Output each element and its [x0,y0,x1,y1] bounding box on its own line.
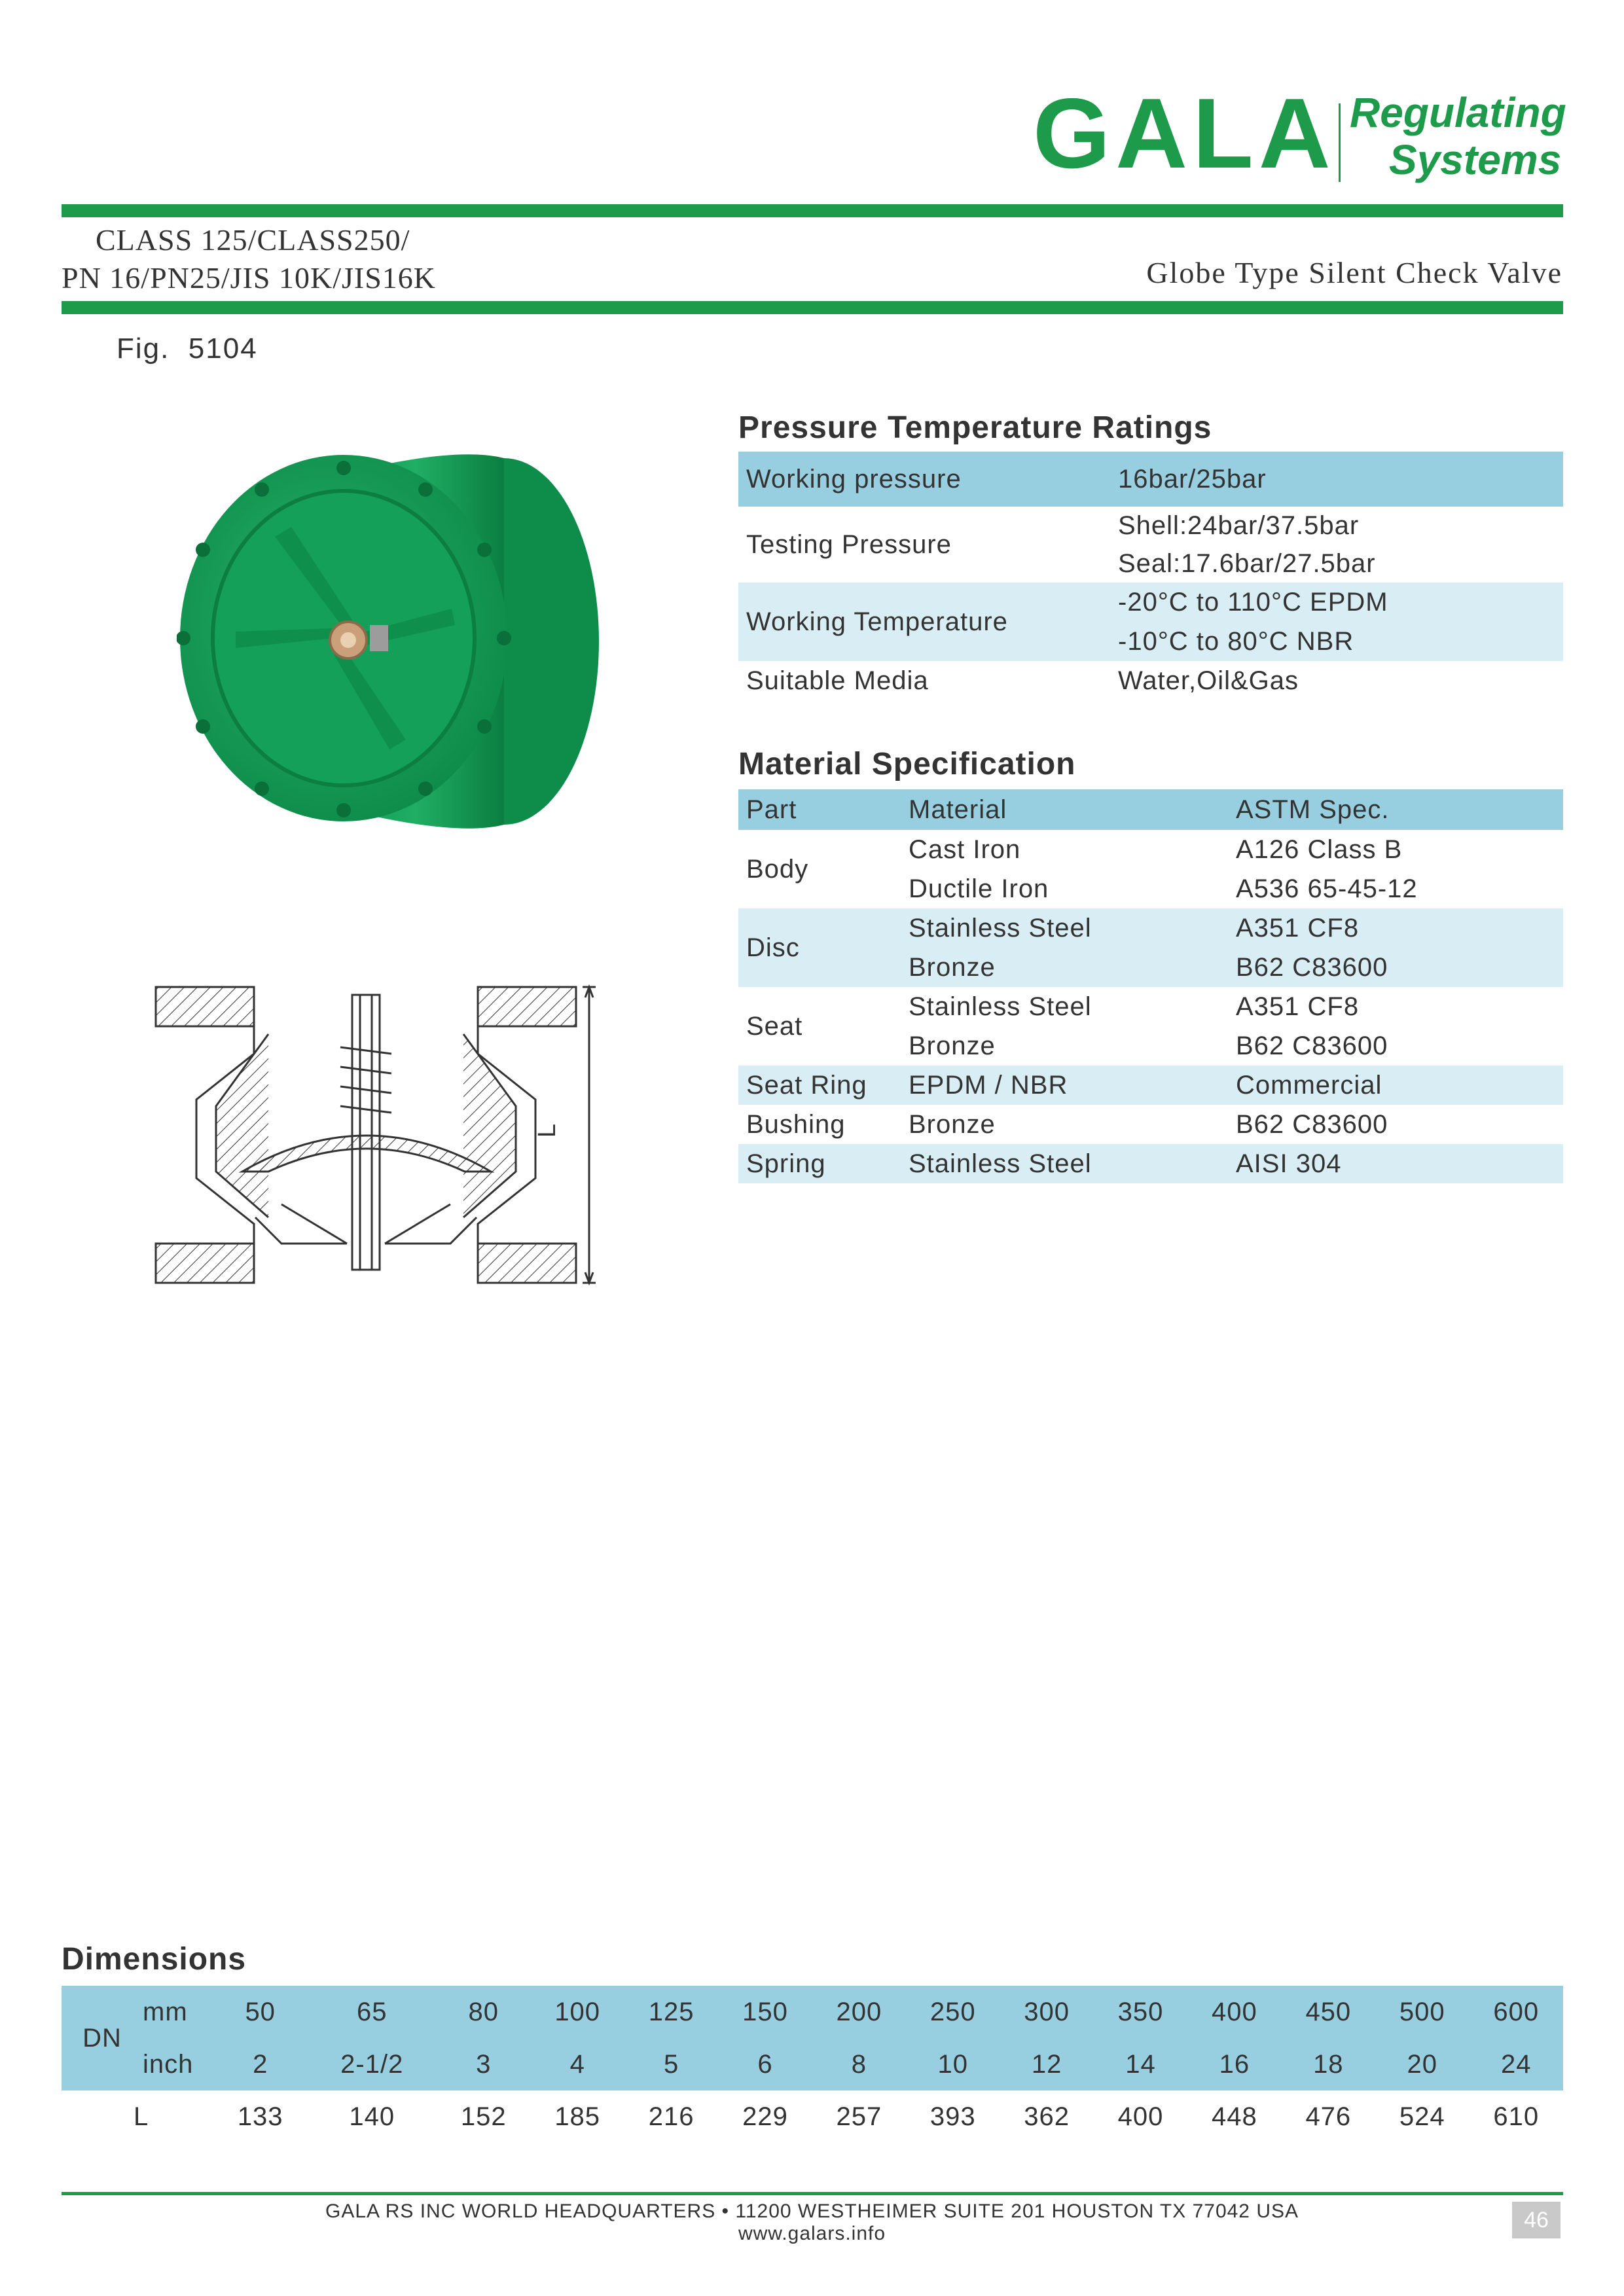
dim-cell: 6 [757,2049,773,2079]
dim-cell: 400 [1212,1997,1257,2026]
footer-website-link[interactable]: www.galars.info [738,2223,886,2244]
dim-cell: 16 [1219,2049,1250,2079]
dim-cell: 185 [554,2102,601,2131]
dim-cell: 2 [253,2049,268,2079]
dim-cell: 2-1/2 [340,2049,404,2079]
table-row [738,1066,1563,1105]
logo-tagline-regulating: Regulating [1350,89,1566,136]
dim-cell: 250 [929,1997,976,2026]
table-header-row [738,789,1563,830]
table-row [738,452,1563,507]
dim-cell: 50 [245,1997,276,2026]
cell-material: Ductile Iron [909,874,1049,903]
cell-part: Body [746,854,809,884]
l-label: L [134,2102,149,2131]
dimensions-section-title: Dimensions [62,1942,247,1977]
dimensions-mm-row [62,1986,1563,2038]
header-astm: ASTM Spec. [1236,795,1390,824]
header-part: Part [746,795,797,824]
dim-cell: 8 [851,2049,867,2079]
cell-material: Stainless Steel [909,992,1092,1021]
table-row [738,1105,1563,1144]
cell-label: Working pressure [746,464,962,493]
cell-spec: A536 65-45-12 [1236,874,1418,903]
dim-cell: 4 [569,2049,585,2079]
dim-cell: 3 [476,2049,492,2079]
dim-cell: 350 [1117,1997,1164,2026]
dim-cell: 18 [1313,2049,1344,2079]
table-row [738,507,1563,545]
figure-number: Fig. 5104 [117,332,258,365]
dim-cell: 133 [237,2102,283,2131]
cell-value: Water,Oil&Gas [1118,666,1299,695]
dim-cell: 80 [468,1997,499,2026]
pressure-section-title: Pressure Temperature Ratings [738,410,1212,445]
footer-rule [62,2192,1563,2195]
brand-logo-wordmark: GALA [1033,78,1336,189]
footer-address: GALA RS INC WORLD HEADQUARTERS • 11200 WESTHEIMER SUITE 201 HOUSTON TX 77042 USA [325,2200,1299,2222]
cell-spec: A126 Class B [1236,834,1403,864]
cell-spec: B62 C83600 [1236,1031,1388,1060]
cell-material: Stainless Steel [909,1149,1092,1178]
cell-value: -20°C to 110°C EPDM [1118,587,1388,617]
dim-cell: 400 [1117,2102,1164,2131]
dim-cell: 216 [648,2102,695,2131]
dim-cell: 600 [1493,1997,1540,2026]
dim-cell: 200 [836,1997,882,2026]
header-material: Material [909,795,1007,824]
table-row [738,583,1563,622]
dim-cell: 12 [1031,2049,1062,2079]
cell-part: Disc [746,933,800,962]
dim-cell: 257 [836,2102,882,2131]
cell-spec: AISI 304 [1236,1149,1342,1178]
valve-cross-section-drawing [151,969,596,1302]
product-title: Globe Type Silent Check Valve [1146,256,1562,289]
material-section-title: Material Specification [738,747,1076,781]
cell-label: Testing Pressure [746,529,952,559]
dim-cell: 152 [460,2102,507,2131]
cell-spec: B62 C83600 [1236,1109,1388,1139]
cell-label: Working Temperature [746,607,1008,636]
cell-material: EPDM / NBR [909,1070,1068,1100]
table-row [738,987,1563,1026]
cell-spec: A351 CF8 [1236,992,1360,1021]
cell-value: 16bar/25bar [1118,464,1267,493]
cell-part: Seat [746,1011,803,1041]
dim-cell: 14 [1125,2049,1156,2079]
cell-value: Seal:17.6bar/27.5bar [1118,548,1376,578]
dim-cell: 10 [937,2049,968,2079]
cell-material: Bronze [909,1109,996,1139]
dim-cell: 5 [663,2049,679,2079]
dn-label: DN [82,2023,122,2053]
dim-cell: 100 [554,1997,601,2026]
table-row [738,830,1563,869]
page-number: 46 [1512,2202,1561,2238]
dim-cell: 610 [1493,2102,1540,2131]
cell-label: Suitable Media [746,666,929,695]
dim-cell: 476 [1305,2102,1352,2131]
table-row [738,1144,1563,1183]
cell-material: Cast Iron [909,834,1021,864]
cell-material: Stainless Steel [909,913,1092,942]
logo-divider [1339,103,1341,182]
cell-part: Bushing [746,1109,846,1139]
pressure-class-line-1: CLASS 125/CLASS250/ [96,223,410,257]
dim-cell: 300 [1024,1997,1070,2026]
dimensions-inch-row [62,2038,1563,2090]
dim-cell: 24 [1500,2049,1532,2079]
dim-cell: 140 [349,2102,395,2131]
dim-cell: 448 [1212,2102,1257,2131]
dim-cell: 524 [1399,2102,1445,2131]
cell-spec: Commercial [1236,1070,1382,1100]
dim-cell: 65 [357,1997,388,2026]
cell-part: Spring [746,1149,826,1178]
dim-cell: 393 [929,2102,976,2131]
header-bottom-rule [62,301,1563,314]
logo-tagline-systems: Systems [1389,136,1562,183]
dimensions-l-row [62,2090,1563,2143]
cell-value: -10°C to 80°C NBR [1118,626,1354,656]
dim-cell: 500 [1399,1997,1445,2026]
valve-photo [177,432,609,838]
pressure-ratings-table [738,452,1563,700]
dim-cell: 125 [648,1997,695,2026]
table-row [738,908,1563,948]
cell-material: Bronze [909,952,996,982]
dim-cell: 20 [1407,2049,1437,2079]
cell-spec: B62 C83600 [1236,952,1388,982]
inch-label: inch [143,2049,194,2079]
dim-cell: 229 [742,2102,788,2131]
dim-cell: 362 [1024,2102,1070,2131]
dim-cell: 150 [742,1997,788,2026]
dimensions-table [62,1986,1563,2143]
cell-value: Shell:24bar/37.5bar [1118,511,1360,540]
cell-part: Seat Ring [746,1070,867,1100]
dimension-l-label: L [533,1123,562,1138]
cell-material: Bronze [909,1031,996,1060]
header-top-rule [62,204,1563,217]
pressure-class-line-2: PN 16/PN25/JIS 10K/JIS16K [62,261,436,295]
dim-cell: 450 [1305,1997,1352,2026]
cell-spec: A351 CF8 [1236,913,1360,942]
mm-label: mm [143,1997,188,2026]
material-spec-table [738,789,1563,1183]
table-row [738,661,1563,700]
